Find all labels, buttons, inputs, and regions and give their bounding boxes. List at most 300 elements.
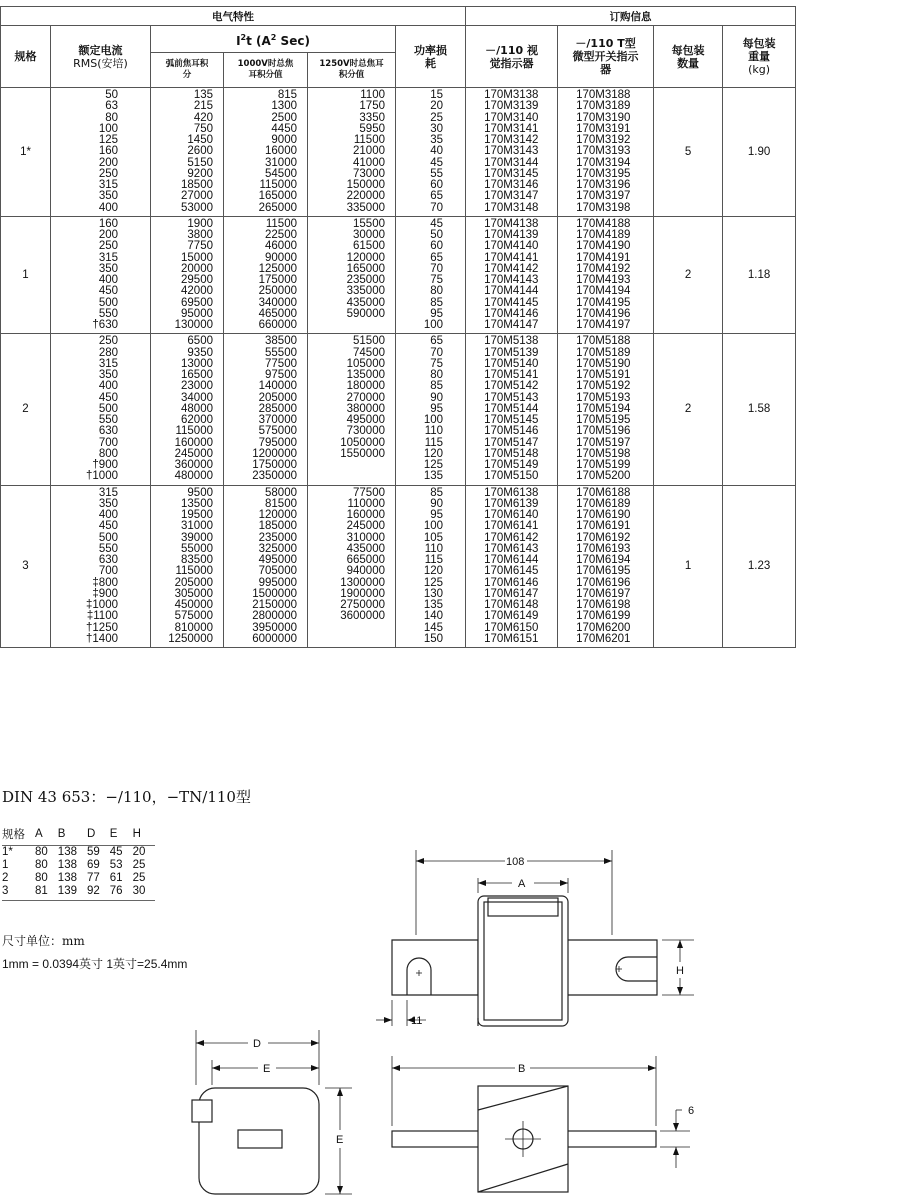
list-item: 3800	[187, 229, 213, 241]
list-item: 400	[98, 274, 118, 286]
list-item: 20000	[181, 262, 213, 275]
list-item: 170M4139	[484, 229, 539, 241]
list-item: 170M5194	[576, 402, 631, 415]
list-item: 135	[423, 470, 444, 483]
list-item: 125	[423, 576, 444, 589]
list-item: 34000	[181, 391, 213, 404]
list-item: 285000	[258, 402, 297, 415]
list-item: 170M5149	[484, 459, 539, 471]
list-item: 105	[423, 531, 444, 544]
list-item: 1750	[359, 100, 385, 113]
list-item: 80	[430, 369, 444, 381]
list-item: 325000	[258, 542, 297, 555]
list-item: 180000	[346, 380, 385, 393]
list-item: 660000	[258, 319, 297, 331]
pack-qty-cell: 2	[654, 334, 723, 485]
list-item: 815	[277, 89, 297, 101]
list-item: 480000	[174, 470, 213, 483]
list-item: 75	[430, 357, 444, 370]
list-item: 350	[98, 262, 118, 275]
list-item: 50	[430, 229, 444, 241]
list-item: 170M5138	[484, 335, 539, 348]
dim-cell: 80	[35, 859, 48, 871]
list-item: 9200	[187, 167, 213, 180]
list-item: 450	[98, 520, 118, 533]
list-item: 165000	[258, 190, 297, 203]
list-item: 170M4188	[576, 217, 631, 230]
list-item: 170M5198	[576, 447, 631, 460]
dim-cell: 2	[2, 872, 9, 884]
size-cell: 1	[1, 216, 51, 334]
list-item: 30	[430, 122, 444, 135]
list-item: 800	[98, 447, 118, 460]
list-item: 110000	[347, 497, 385, 510]
list-item: 170M3197	[576, 190, 631, 203]
list-item: 170M5143	[484, 391, 539, 404]
list-item: 575000	[174, 610, 213, 623]
list-item: 1050000	[340, 436, 385, 449]
list-item: 170M3193	[576, 145, 631, 158]
list-item: 170M6201	[576, 632, 631, 645]
list-item: 170M5197	[576, 436, 631, 449]
list-item: 170M6197	[576, 587, 631, 600]
list-item: 315	[98, 251, 118, 264]
list-item: 5950	[359, 122, 385, 135]
list-item: 170M4193	[576, 274, 631, 286]
list-item: 235000	[346, 274, 385, 286]
list-item: 400	[98, 380, 118, 393]
list-item: 135	[193, 89, 213, 101]
dim-col-header: 规格	[2, 826, 35, 846]
list-item: 170M6200	[576, 621, 631, 634]
list-item: 500	[98, 296, 118, 309]
list-item: 370000	[258, 414, 297, 426]
list-item: 170M6141	[484, 520, 539, 533]
list-item: 13500	[181, 497, 213, 510]
list-item: 170M3147	[484, 190, 539, 203]
dim-cell: 138	[57, 846, 77, 858]
list-item: 245000	[346, 520, 385, 533]
list-item: 39000	[181, 531, 213, 544]
list-item: 38500	[265, 335, 297, 348]
list-item: 995000	[258, 576, 297, 589]
list-item: 215	[193, 100, 213, 113]
list-item: 550	[98, 414, 118, 426]
list-item: 115000	[175, 425, 213, 438]
list-item: 550	[98, 307, 118, 320]
pack-weight-cell: 1.18	[723, 216, 796, 334]
list-item: 60	[430, 179, 444, 191]
side-body	[199, 1088, 319, 1194]
list-item: 170M6192	[576, 531, 631, 544]
list-item: 65	[430, 190, 444, 203]
list-item: 55	[430, 167, 444, 180]
list-item: †1000	[86, 470, 118, 483]
list-item: 51500	[353, 335, 385, 348]
list-item: 1750000	[252, 459, 297, 471]
list-item: 205000	[258, 391, 297, 404]
list-item: 170M5188	[576, 335, 631, 348]
list-item: 170M6188	[576, 486, 631, 499]
dim-col-header: A	[35, 826, 58, 846]
dim-cell: 80	[35, 872, 48, 884]
list-item: 730000	[346, 425, 385, 438]
list-item: 115000	[259, 179, 297, 191]
list-item: 170M4140	[484, 240, 539, 253]
list-item: 380000	[346, 402, 385, 415]
dim-cell: 138	[57, 859, 77, 871]
conversion-note: 1mm = 0.0394英寸 1英寸=25.4mm	[2, 957, 188, 971]
list-item: 590000	[346, 307, 385, 320]
list-item: 250	[98, 167, 118, 180]
list-item: 130	[423, 587, 444, 600]
list-item: 9500	[187, 486, 213, 499]
list-item: 170M6199	[576, 610, 631, 623]
dim-6-label: 6	[688, 1105, 695, 1117]
list-item: 16000	[265, 145, 297, 158]
list-item: 665000	[346, 554, 385, 566]
list-item: 15	[430, 89, 444, 101]
list-item: 19500	[181, 509, 213, 521]
list-item: 120	[423, 447, 444, 460]
list-item: 170M6145	[484, 565, 539, 578]
size-cell: 2	[1, 334, 51, 485]
list-item: 85	[430, 486, 444, 499]
list-item: 170M6150	[484, 621, 539, 634]
list-item: 50	[105, 89, 118, 101]
list-item: 6500	[187, 335, 213, 348]
list-item: 315	[98, 357, 118, 370]
list-item: 170M3192	[576, 134, 631, 146]
list-item: 170M3189	[576, 100, 631, 113]
list-item: 2350000	[252, 470, 297, 483]
list-item: 420	[193, 111, 213, 124]
pack-qty-cell: 2	[654, 216, 723, 334]
list-item: 3350	[359, 111, 385, 124]
list-item: ‡1000	[86, 599, 118, 611]
list-item: 170M3195	[576, 167, 631, 180]
list-item: 115000	[175, 565, 213, 578]
dim-col-header: D	[87, 826, 110, 846]
list-item: 20	[430, 100, 444, 113]
list-item: 15000	[181, 251, 213, 264]
list-item: 1100	[360, 89, 385, 101]
pack-weight-cell: 1.90	[723, 88, 796, 217]
list-item: 315	[98, 179, 118, 191]
dim-col-header: B	[58, 826, 87, 846]
list-item: 170M5189	[576, 346, 631, 359]
list-item: 15500	[353, 217, 385, 230]
top-right-tab	[566, 940, 657, 995]
list-item: 170M3141	[484, 122, 539, 135]
list-item: 3950000	[252, 621, 297, 634]
list-item: 170M5141	[484, 369, 539, 381]
list-item: 220000	[346, 190, 385, 203]
list-item: 42000	[181, 285, 213, 298]
list-item: 170M4192	[576, 262, 631, 275]
list-item: 90	[430, 497, 444, 510]
list-item: 170M4146	[484, 307, 539, 320]
bottom-right-blade	[566, 1131, 656, 1147]
list-item: 9000	[271, 134, 297, 146]
list-item: 77500	[353, 486, 385, 499]
list-item: 45	[430, 156, 444, 169]
list-item: 170M6189	[576, 497, 631, 510]
list-item: 140	[423, 610, 444, 623]
list-item: 145	[423, 621, 444, 634]
list-item: 495000	[258, 554, 297, 566]
list-item: 305000	[174, 587, 213, 600]
list-item: 90000	[265, 251, 297, 264]
list-item: 170M4189	[576, 229, 631, 241]
list-item: 21000	[353, 145, 385, 158]
list-item: 315	[98, 486, 118, 499]
list-item: 170M5191	[576, 369, 631, 381]
list-item: 85	[430, 380, 444, 393]
list-item: 170M6143	[484, 542, 539, 555]
dim-H-label: H	[676, 965, 684, 977]
list-item: 170M3148	[484, 201, 539, 214]
list-item: 115	[424, 554, 444, 566]
list-item: 1550000	[340, 447, 385, 460]
list-item: 550	[98, 542, 118, 555]
list-item: 18500	[181, 179, 213, 191]
list-item: 170M5150	[484, 470, 539, 483]
list-item: 630	[98, 554, 118, 566]
list-item: 810000	[174, 621, 213, 634]
power-loss-col-header: 功率损耗	[396, 26, 466, 88]
list-item: †630	[92, 319, 118, 331]
list-item: 85	[430, 296, 444, 309]
list-item: 170M6149	[484, 610, 539, 623]
list-item: 170M6146	[484, 576, 539, 589]
list-item: 170M6140	[484, 509, 539, 521]
list-item: 125	[423, 459, 444, 471]
list-item: 360000	[174, 459, 213, 471]
list-item: 350	[98, 190, 118, 203]
list-item: 120000	[346, 251, 385, 264]
list-item: 90	[430, 391, 444, 404]
list-item: 250	[98, 335, 118, 348]
list-item: 95	[430, 509, 444, 521]
list-item: 235000	[258, 531, 297, 544]
list-item: 11500	[353, 134, 385, 146]
list-item: 150	[423, 632, 444, 645]
list-item: 5150	[187, 156, 213, 169]
list-item: 170M4197	[576, 319, 631, 331]
pack-qty-cell: 5	[654, 88, 723, 217]
top-left-tab	[392, 940, 478, 995]
list-item: 170M3194	[576, 156, 631, 169]
list-item: 110	[424, 425, 444, 438]
list-item: 335000	[346, 201, 385, 214]
list-item: 350	[98, 497, 118, 510]
size-col-header: 规格	[1, 26, 51, 88]
list-item: 31000	[181, 520, 213, 533]
list-item: 170M3142	[484, 134, 539, 146]
list-item: 170M6144	[484, 554, 539, 566]
list-item: 170M6191	[576, 520, 631, 533]
dim-B-label: B	[518, 1063, 526, 1075]
list-item: 100	[98, 122, 118, 135]
list-item: 22500	[265, 229, 297, 241]
electrical-characteristics-header: 电气特性	[1, 7, 466, 26]
list-item: 65	[430, 335, 444, 348]
list-item: 310000	[346, 531, 385, 544]
list-item: 110	[424, 542, 444, 555]
list-item: 630	[98, 425, 118, 438]
list-item: 1300	[271, 100, 297, 113]
list-item: 165000	[346, 262, 385, 275]
list-item: 83500	[181, 554, 213, 566]
bottom-left-blade	[392, 1131, 482, 1147]
i2t-1000v-col-header: 1000V时总焦耳积分值	[224, 53, 308, 88]
list-item: 700	[98, 436, 118, 449]
list-item: 55500	[265, 346, 297, 359]
list-item: 170M4144	[484, 285, 539, 298]
dim-cell: 30	[133, 885, 156, 901]
list-item: 120000	[258, 509, 297, 521]
list-item: 170M5140	[484, 357, 539, 370]
list-item: 100	[423, 319, 444, 331]
dim-A-label: A	[518, 878, 526, 890]
list-item: 170M4190	[576, 240, 631, 253]
dim-cell: 45	[109, 846, 123, 858]
list-item: 160000	[346, 509, 385, 521]
list-item: 170M5200	[576, 470, 631, 483]
list-item: 340000	[258, 296, 297, 309]
list-item: 400	[98, 509, 118, 521]
list-item: 41000	[353, 156, 385, 169]
list-item: 500	[98, 402, 118, 415]
list-item: 795000	[258, 436, 297, 449]
list-item: 1300000	[340, 576, 385, 589]
dim-col-header: H	[133, 826, 156, 846]
list-item: 500	[98, 531, 118, 544]
dim-E-side-label: E	[336, 1134, 344, 1146]
list-item: 170M6147	[484, 587, 539, 600]
list-item: 170M5145	[484, 414, 539, 426]
list-item: 170M6139	[484, 497, 539, 510]
list-item: 170M4142	[484, 262, 539, 275]
list-item: 170M4147	[484, 319, 539, 331]
list-item: 335000	[346, 285, 385, 298]
dim-cell: 25	[132, 872, 146, 884]
list-item: 48000	[181, 402, 213, 415]
size-cell: 1*	[1, 88, 51, 217]
list-item: 435000	[346, 296, 385, 309]
list-item: 170M3196	[576, 179, 631, 191]
list-item: 75	[430, 274, 444, 286]
list-item: 495000	[346, 414, 385, 426]
list-item: 95	[430, 307, 444, 320]
list-item: 4450	[271, 122, 297, 135]
list-item: 95000	[181, 307, 213, 320]
list-item: 105000	[346, 357, 385, 370]
list-item: 65	[430, 251, 444, 264]
list-item: 170M5142	[484, 380, 539, 393]
din-standard-title: DIN 43 653：−/110，−TN/110型	[2, 788, 251, 806]
list-item: 170M4195	[576, 296, 631, 309]
list-item: 55000	[181, 542, 213, 555]
list-item: 435000	[346, 542, 385, 555]
list-item: 170M5148	[484, 447, 539, 460]
list-item: 140000	[258, 380, 297, 393]
list-item: 70	[430, 346, 444, 359]
list-item: 13000	[181, 357, 213, 370]
list-item: 400	[98, 201, 118, 214]
rated-current-line2: RMS(安培)	[73, 56, 128, 70]
list-item: 465000	[258, 307, 297, 320]
list-item: 170M5196	[576, 425, 631, 438]
list-item: 97500	[265, 369, 297, 381]
list-item: 170M6198	[576, 599, 631, 611]
list-item: 940000	[346, 565, 385, 578]
list-item: 170M6194	[576, 554, 631, 566]
list-item: †1250	[86, 621, 118, 634]
list-item: 170M3138	[484, 89, 539, 101]
list-item: 80	[105, 111, 118, 124]
list-item: 170M6138	[484, 486, 539, 499]
list-item: 170M6190	[576, 509, 631, 521]
list-item: 35	[430, 134, 444, 146]
ordering-info-header: 订购信息	[466, 7, 796, 26]
size-cell: 3	[1, 485, 51, 648]
list-item: 1500000	[252, 587, 297, 600]
list-item: 170M3190	[576, 111, 631, 124]
list-item: 54500	[265, 167, 297, 180]
dim-cell: 25	[132, 859, 146, 871]
list-item: 95	[430, 402, 444, 415]
visual-indicator-col-header: －/110 视觉指示器	[466, 26, 558, 88]
list-item: 170M4196	[576, 307, 631, 320]
list-item: 170M5195	[576, 414, 631, 426]
list-item: 31000	[265, 156, 297, 169]
list-item: 170M3146	[484, 179, 539, 191]
list-item: 170M5192	[576, 380, 631, 393]
list-item: 11500	[265, 217, 297, 230]
list-item: 120	[423, 565, 444, 578]
list-item: 2750000	[340, 599, 385, 611]
list-item: 170M3143	[484, 145, 539, 158]
list-item: ‡1100	[86, 610, 118, 623]
list-item: 16500	[181, 369, 213, 381]
list-item: 170M3139	[484, 100, 539, 113]
list-item: 125	[98, 134, 118, 146]
list-item: 170M4191	[576, 251, 631, 264]
list-item: 250	[98, 240, 118, 253]
list-item: 170M6151	[484, 632, 539, 645]
dim-col-header: E	[110, 826, 133, 846]
list-item: 170M6193	[576, 542, 631, 555]
list-item: 80	[430, 285, 444, 298]
list-item: 58000	[265, 486, 297, 499]
list-item: 170M5147	[484, 436, 539, 449]
list-item: 73000	[353, 167, 385, 180]
list-item: 60	[430, 240, 444, 253]
list-item: 1450	[187, 134, 213, 146]
list-item: 81500	[265, 497, 297, 510]
list-item: 200	[98, 229, 118, 241]
dim-D-label: D	[253, 1038, 261, 1050]
list-item: 160000	[174, 436, 213, 449]
list-item: 1200000	[252, 447, 297, 460]
dim-cell: 1	[2, 859, 9, 871]
list-item: 29500	[181, 274, 213, 286]
dim-11-label: 11	[411, 1015, 423, 1027]
list-item: 170M3144	[484, 156, 539, 169]
list-item: 2150000	[252, 599, 297, 611]
